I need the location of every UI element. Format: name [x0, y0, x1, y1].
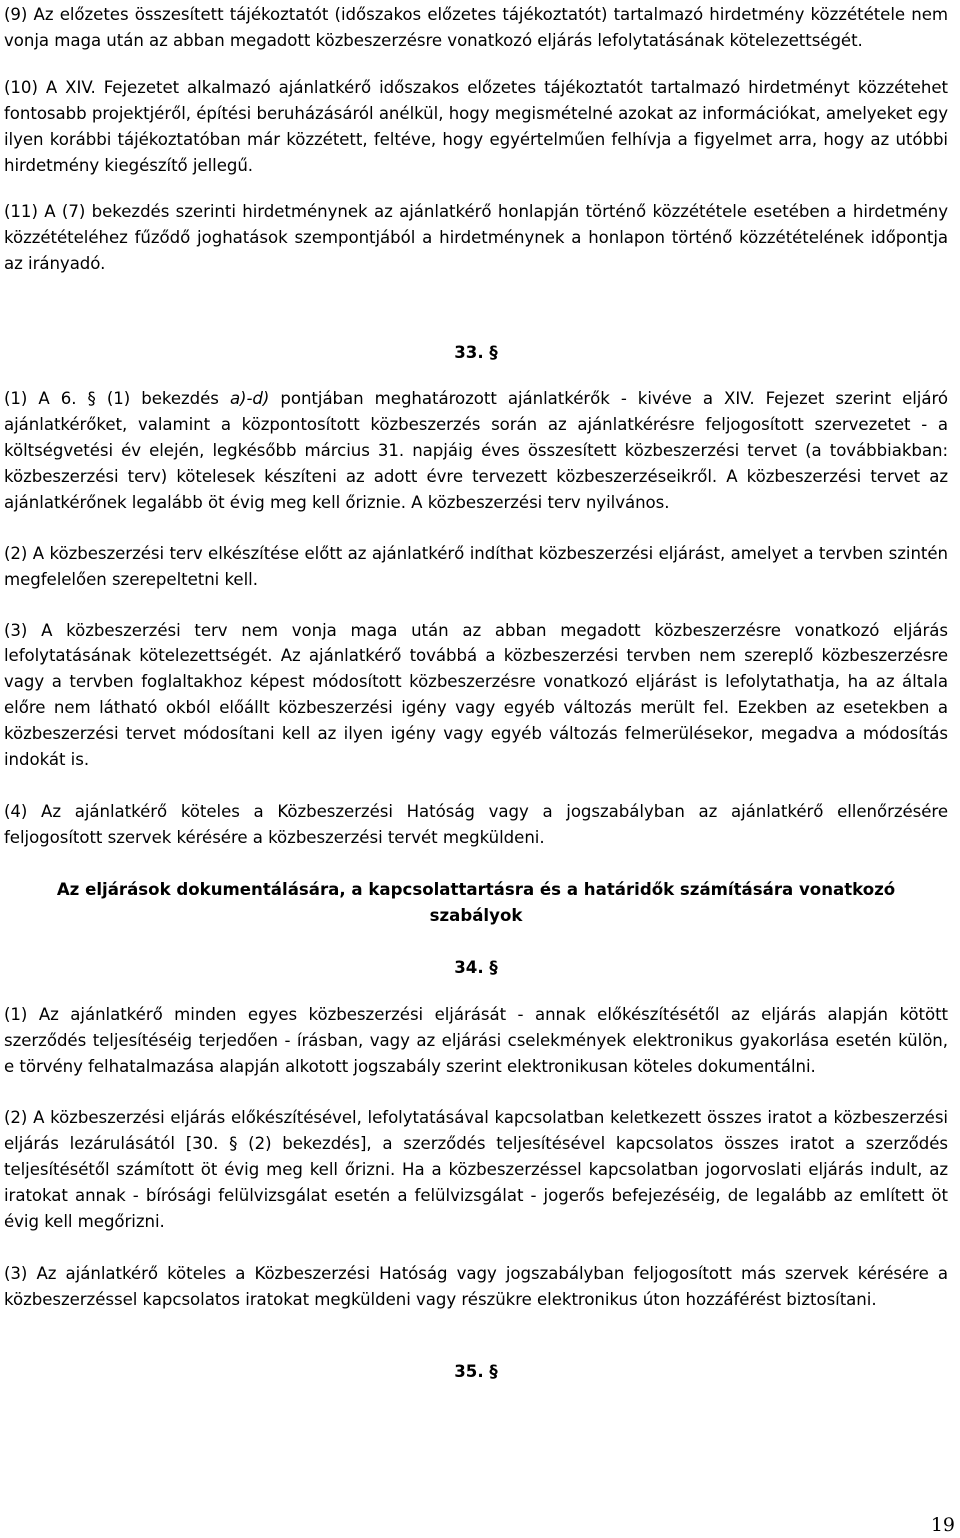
- section-34-paragraph-1: (1) Az ajánlatkérő minden egyes közbeszerzési eljárását - annak előkészítésétől az eljárás alapján kötött szerződés teljesítéséig terjedően - írásban, vagy az eljárási cselekmények elektronikus gyakorlása esetén külön, e törvény felhatalmazása alapján alkotott jogszabály szerint elektronikusan köteles dokumentálni.: [4, 1004, 948, 1076]
- paragraph-10: (10) A XIV. Fejezetet alkalmazó ajánlatkérő időszakos előzetes tájékoztatót tartalmazó hirdetményt közzétehet fontosabb projektjéről, építési beruházásáról anélkül, hogy megismételné azokat az információkat, amelyeket egy ilyen korábbi tájékoztatóban már közzétett, feltéve, hogy egyértelműen felhívja a figyelmet arra, hogy az utóbbi hirdetmény kiegészítő jellegű.: [4, 77, 948, 175]
- section-34-paragraph-3: (3) Az ajánlatkérő köteles a Közbeszerzési Hatóság vagy jogszabályban feljogosított más szervek kérésére a közbeszerzéssel kapcsolatos iratokat megküldeni vagy részükre elektronikus úton hozzáférést biztosítani.: [4, 1264, 948, 1309]
- section-34-number: 34. §: [454, 957, 498, 977]
- section-heading: Az eljárások dokumentálására, a kapcsolattartásra és a határidők számítására vonatkozó szabályok: [56, 879, 896, 925]
- section-33-number: 33. §: [454, 343, 498, 363]
- paragraph-11: (11) A (7) bekezdés szerinti hirdetménynek az ajánlatkérő honlapján történő közzététele esetében a hirdetmény közzétételéhez fűződő joghatások szempontjából a hirdetménynek a honlapon történő közzétételének időpontja az irányadó.: [4, 202, 948, 274]
- section-34-paragraph-2: (2) A közbeszerzési eljárás előkészítésével, lefolytatásával kapcsolatban keletkezett összes iratot a közbeszerzési eljárás lezárulásától [30. § (2) bekezdés], a szerződés teljesítésével kapcsolatos összes iratot a szerződés teljesítésétől számított öt évig meg kell őrizni. Ha a közbeszerzéssel kapcsolatban jogorvoslati eljárás indult, az iratokat annak - bírósági felülvizsgálat esetén a felülvizsgálat - jogerős befejezéséig, de legalább az említett öt évig kell megőrizni.: [4, 1108, 948, 1232]
- page-number: 19: [930, 1514, 955, 1536]
- section-33-p1-rest: pontjában meghatározott ajánlatkérők - kivéve a XIV. Fejezet szerint eljáró ajánlatkérőket, valamint a központosított közbeszerzés során az ajánlatkérésre feljogosított szervezetet - a költségvetési év elején, legkésőbb március 31. napjáig éves összesített közbeszerzési tervet (a továbbiakban: közbeszerzési terv) kötelesek készíteni az adott évre tervezett közbeszerzéseikről. A közbeszerzési tervet az ajánlatkérőnek legalább öt évig meg kell őriznie. A közbeszerzési terv nyilvános.: [4, 389, 948, 512]
- section-33-paragraph-3: (3) A közbeszerzési terv nem vonja maga után az abban megadott közbeszerzésre vonatkozó eljárás lefolytatásának kötelezettségét. Az ajánlatkérő továbbá a közbeszerzési tervben nem szereplő közbeszerzésre vagy a tervben foglaltakhoz képest módosított közbeszerzésre vonatkozó eljárást is lefolytathatja, ha az általa előre nem látható okból előállt közbeszerzési igény vagy egyéb változás merült fel. Ezekben az esetekben a közbeszerzési tervet módosítani kell az ilyen igény vagy egyéb változás felmerülésekor, megadva a módosítás indokát is.: [4, 620, 948, 770]
- document-page: [4, 0, 948, 1385]
- section-33-paragraph-4: (4) Az ajánlatkérő köteles a Közbeszerzési Hatóság vagy a jogszabályban az ajánlatkérő ellenőrzésére feljogosított szervek kérésére a közbeszerzési tervét megküldeni.: [4, 801, 948, 847]
- section-33-paragraph-1: [4, 386, 948, 516]
- section-33-p1-prefix: (1) A 6. § (1) bekezdés: [4, 389, 230, 409]
- section-35-number: 35. §: [454, 1361, 498, 1381]
- paragraph-9: (9) Az előzetes összesített tájékoztatót (időszakos előzetes tájékoztatót) tartalmazó hirdetmény közzététele nem vonja maga után az abban megadott közbeszerzésre vonatkozó eljárás lefolytatásának kötelezettségét.: [4, 5, 948, 50]
- section-33-paragraph-2: (2) A közbeszerzési terv elkészítése előtt az ajánlatkérő indíthat közbeszerzési eljárást, amelyet a tervben szintén megfelelően szerepeltetni kell.: [4, 543, 948, 589]
- section-33-p1-points: a)-d): [229, 389, 270, 409]
